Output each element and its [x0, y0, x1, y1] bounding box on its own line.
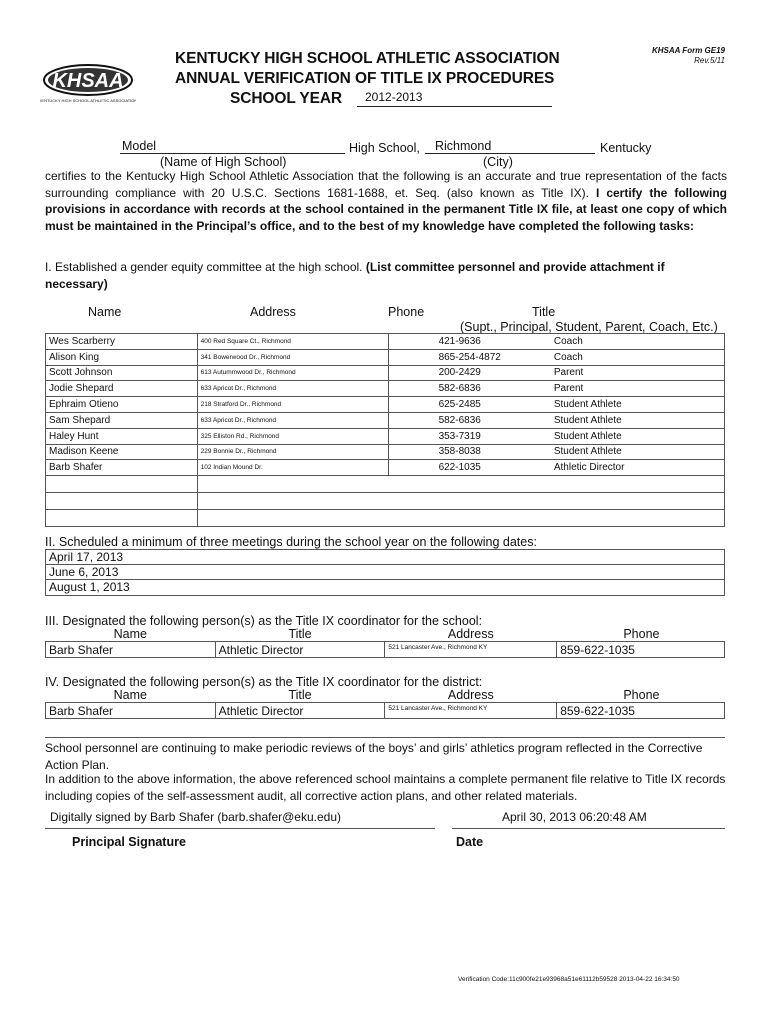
school-name: Model [122, 139, 157, 153]
committee-phone[interactable]: 200-2429 [388, 365, 504, 381]
committee-title[interactable]: Student Athlete [504, 428, 725, 444]
school-year-field [357, 90, 552, 107]
committee-blank-cell[interactable] [197, 476, 724, 493]
title-line1: KENTUCKY HIGH SCHOOL ATHLETIC ASSOCIATION [175, 50, 560, 67]
district-title[interactable]: Athletic Director [215, 703, 385, 719]
coord-col-name: Name [113, 627, 147, 641]
col-address-header: Address [250, 305, 296, 319]
committee-row [46, 365, 725, 381]
date-line [452, 828, 725, 829]
committee-title[interactable]: Parent [504, 381, 725, 397]
meeting-date[interactable]: August 1, 2013 [49, 580, 130, 594]
committee-name[interactable]: Sam Shepard [46, 412, 198, 428]
signature-label: Principal Signature [72, 835, 186, 849]
committee-row [46, 349, 725, 365]
committee-name[interactable]: Madison Keene [46, 444, 198, 460]
form-rev: Rev.5/11 [694, 56, 725, 65]
coord-col-address: Address [447, 627, 494, 641]
committee-row [46, 428, 725, 444]
district-col-address: Address [447, 688, 494, 702]
intro-normal: certifies to the Kentucky High School Athletic Association that the following is an accurate and true representation of the facts surrounding compliance with 20 U.S.C. Sections 1681-1688, et. Seq. (also known as Title IX). [45, 169, 727, 200]
khsaa-logo [40, 62, 136, 108]
coord-col-title: Title [288, 627, 312, 641]
closing-divider [45, 737, 725, 738]
committee-address[interactable]: 325 Elliston Rd., Richmond [197, 428, 388, 444]
intro-paragraph [45, 168, 727, 234]
committee-row [46, 460, 725, 476]
committee-phone[interactable]: 358-8038 [388, 444, 504, 460]
committee-table [45, 333, 725, 527]
school-caption: (Name of High School) [160, 155, 287, 169]
committee-title[interactable]: Student Athlete [504, 444, 725, 460]
district-coordinator-table [45, 689, 725, 719]
committee-address[interactable]: 218 Stratford Dr., Richmond [197, 397, 388, 413]
committee-name[interactable]: Barb Shafer [46, 460, 198, 476]
coord-col-phone: Phone [623, 627, 660, 641]
coord-phone[interactable]: 859-622-1035 [557, 642, 725, 658]
closing-para1: School personnel are continuing to make periodic reviews of the boys’ and girls’ athletics program reflected in the Corrective Action Plan. [45, 741, 703, 772]
committee-blank-cell[interactable] [197, 493, 724, 510]
city-field [425, 139, 595, 154]
form-id-block [640, 46, 725, 66]
col-name-header: Name [88, 305, 122, 319]
district-address[interactable]: 521 Lancaster Ave., Richmond KY [385, 703, 557, 719]
committee-address[interactable]: 102 Indian Mound Dr. [197, 460, 388, 476]
committee-name[interactable]: Alison King [46, 349, 198, 365]
meeting-dates-box [45, 549, 725, 596]
district-col-phone: Phone [623, 688, 660, 702]
verification-code: Verification Code:11c900fe21e93968a51e61112b59528 2013-04-22 16:34:50 [458, 976, 680, 983]
date-value: April 30, 2013 06:20:48 AM [502, 810, 647, 824]
committee-row-blank [46, 493, 725, 510]
form-id: KHSAA Form GE19 [651, 46, 725, 55]
committee-address[interactable]: 400 Red Square Ct., Richmond [197, 334, 388, 350]
committee-phone[interactable]: 582-6836 [388, 381, 504, 397]
section4-heading: IV. Designated the following person(s) as the Title IX coordinator for the district: [45, 675, 483, 689]
col-phone-header: Phone [388, 305, 425, 319]
school-year-label: SCHOOL YEAR [230, 90, 343, 107]
section3-heading: III. Designated the following person(s) as the Title IX coordinator for the school: [45, 614, 483, 628]
col-title-subheader: (Supt., Principal, Student, Parent, Coach, Etc.) [460, 320, 718, 334]
committee-title[interactable]: Parent [504, 365, 725, 381]
committee-phone[interactable]: 353-7319 [388, 428, 504, 444]
committee-phone[interactable]: 622-1035 [388, 460, 504, 476]
logo-subtext: KENTUCKY HIGH SCHOOL ATHLETIC ASSOCIATION [40, 98, 136, 103]
section1-bold: (List committee personnel and provide attachment if necessary) [45, 260, 665, 291]
committee-address[interactable]: 633 Apricot Dr., Richmond [197, 412, 388, 428]
committee-name[interactable]: Wes Scarberry [46, 334, 198, 350]
district-col-name: Name [113, 688, 147, 702]
logo-text: KHSAA [52, 70, 124, 92]
district-phone[interactable]: 859-622-1035 [557, 703, 725, 719]
title-line2: ANNUAL VERIFICATION OF TITLE IX PROCEDURES [175, 70, 555, 87]
committee-title[interactable]: Student Athlete [504, 412, 725, 428]
coord-address[interactable]: 521 Lancaster Ave., Richmond KY [385, 642, 557, 658]
committee-row [46, 381, 725, 397]
signature-line [45, 828, 435, 829]
committee-title[interactable]: Coach [504, 334, 725, 350]
committee-phone[interactable]: 582-6836 [388, 412, 504, 428]
closing-para2: In addition to the above information, the above referenced school maintains a complete permanent file relative to Title IX records including copies of the self-assessment audit, all corrective action plans, and other related materials. [45, 772, 726, 803]
intro-bold: I certify the following provisions in accordance with records at the school contained in the permanent Title IX file, at least one copy of which must be maintained in the Principal’s office, and to the best of my knowledge have completed the following tasks: [45, 185, 727, 233]
committee-name[interactable]: Ephraim Otieno [46, 397, 198, 413]
section2-heading: II. Scheduled a minimum of three meetings during the school year on the following dates: [45, 535, 537, 549]
date-label: Date [456, 835, 484, 849]
committee-title[interactable]: Athletic Director [504, 460, 725, 476]
committee-row-blank [46, 510, 725, 527]
committee-blank-cell[interactable] [46, 476, 198, 493]
state-value: Kentucky [600, 141, 652, 155]
section1-normal: I. Established a gender equity committee at the high school. [45, 260, 363, 274]
committee-name[interactable]: Jodie Shepard [46, 381, 198, 397]
city-value: Richmond [435, 139, 492, 153]
committee-name[interactable]: Scott Johnson [46, 365, 198, 381]
committee-name[interactable]: Haley Hunt [46, 428, 198, 444]
committee-phone[interactable]: 625-2485 [388, 397, 504, 413]
committee-phone[interactable]: 865-254-4872 [388, 349, 504, 365]
committee-blank-cell[interactable] [46, 510, 198, 527]
committee-row-blank [46, 476, 725, 493]
meeting-date[interactable]: April 17, 2013 [46, 550, 724, 565]
school-year-value: 2012-2013 [365, 90, 423, 104]
coord-title[interactable]: Athletic Director [215, 642, 385, 658]
committee-address[interactable]: 613 Autummwood Dr., Richmond [197, 365, 388, 381]
meeting-date[interactable]: June 6, 2013 [46, 565, 724, 580]
committee-address[interactable]: 341 Bowerwood Dr., Richmond [197, 349, 388, 365]
committee-blank-cell[interactable] [46, 493, 198, 510]
committee-title[interactable]: Student Athlete [504, 397, 725, 413]
committee-row [46, 397, 725, 413]
committee-phone[interactable]: 421-9636 [388, 334, 504, 350]
signature-value: Digitally signed by Barb Shafer (barb.shafer@eku.edu) [50, 810, 341, 824]
high-school-label: High School, [349, 141, 420, 155]
committee-title[interactable]: Coach [504, 349, 725, 365]
committee-address[interactable]: 229 Bonnie Dr., Richmond [197, 444, 388, 460]
committee-row [46, 444, 725, 460]
school-name-line [120, 139, 345, 154]
district-name[interactable]: Barb Shafer [46, 703, 216, 719]
district-col-title: Title [288, 688, 312, 702]
khsaa-logo-icon [40, 62, 136, 108]
committee-address[interactable]: 633 Apricot Dr., Richmond [197, 381, 388, 397]
school-coordinator-table [45, 628, 725, 658]
col-title-header: Title [532, 305, 556, 319]
section1-heading [45, 259, 727, 292]
coord-name[interactable]: Barb Shafer [46, 642, 216, 658]
committee-row [46, 412, 725, 428]
city-caption: (City) [483, 155, 513, 169]
committee-row [46, 334, 725, 350]
committee-blank-cell[interactable] [197, 510, 724, 527]
